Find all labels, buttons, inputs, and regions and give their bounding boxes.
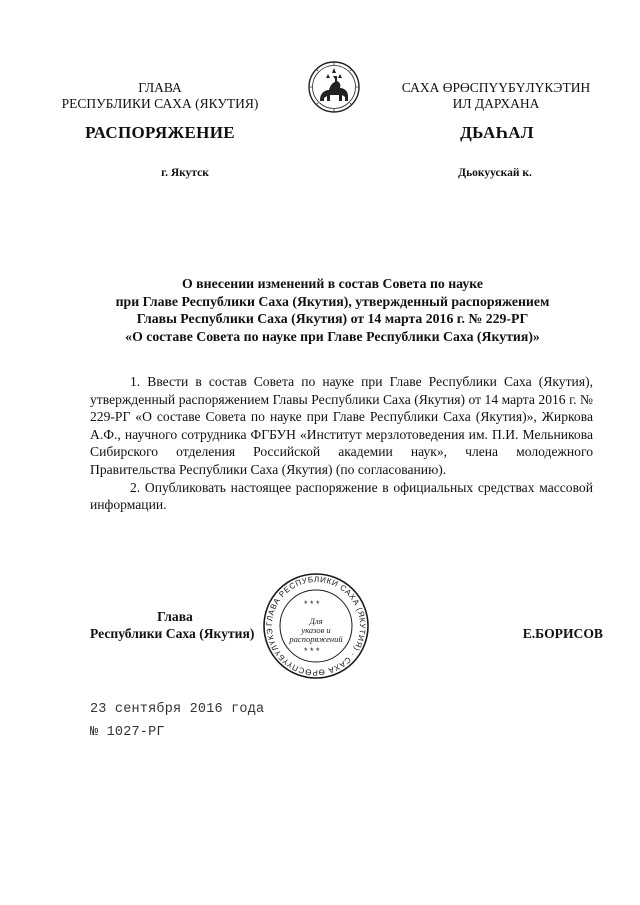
title-line2: при Главе Республики Саха (Якутия), утвержденный распоряжением	[115, 293, 550, 309]
document-body	[90, 373, 593, 514]
signature-position-line1: Глава	[157, 609, 193, 624]
header-left	[60, 80, 260, 112]
signature-position	[90, 608, 280, 642]
svg-text:* * *: * * *	[304, 646, 320, 656]
title-line1: О внесении изменений в состав Совета по науке	[181, 276, 484, 291]
signer-name: Е.БОРИСОВ	[522, 626, 603, 641]
title-line3: Главы Республики Саха (Якутия) от 14 марта 2016 г. № 229-РГ	[136, 311, 529, 326]
doc-type-left: РАСПОРЯЖЕНИЕ	[85, 123, 235, 142]
title-line4: «О составе Совета по науке при Главе Республики Саха (Якутия)»	[125, 328, 540, 344]
doc-type-right: ДЬАҺАЛ	[460, 123, 534, 142]
republic-emblem-icon	[304, 60, 364, 114]
stamp-center-line3: распоряжений	[289, 634, 343, 644]
document-title	[60, 275, 605, 345]
footer-date: 23 сентября 2016 года	[90, 702, 265, 717]
svg-text:* * *: * * *	[304, 599, 320, 609]
stamp-center-line1: Для	[309, 616, 323, 626]
footer-number: № 1027-РГ	[90, 725, 165, 740]
header-left-line2: РЕСПУБЛИКИ САХА (ЯКУТИЯ)	[61, 96, 259, 111]
city-left: г. Якутск	[161, 167, 209, 179]
signature-position-line2: Республики Саха (Якутия)	[90, 626, 255, 641]
stamp-outer-text: ГЛАВА РЕСПУБЛИКИ САХА (ЯКУТИЯ) · САХА ӨРӨСПҮҮБҮЛҮКЭ	[264, 574, 368, 678]
header-right	[380, 80, 612, 112]
body-paragraph-2: 2. Опубликовать настоящее распоряжение в официальных средствах массовой информации.	[90, 479, 593, 513]
stamp-center-line2: указов и	[301, 625, 331, 635]
body-paragraph-1: 1. Ввести в состав Совета по науке при Главе Республики Саха (Якутия), утвержденный распоряжением Главы Республики Саха (Якутия) от 14 марта 2016 г. № 229-РГ «О составе Совета по науке при Главе Республики Саха (Якутия)», Жиркова А.Ф., научного сотрудника ФГБУН «Институт мерзлотоведения им. П.И. Мельникова Сибирского отделения Российской академии наук», члена молодежного Правительства Республики Саха (Якутия) (по согласованию).	[90, 374, 593, 477]
header-right-line2: ИЛ ДАРХАНА	[452, 96, 540, 111]
official-stamp	[262, 572, 370, 680]
header-left-line1: ГЛАВА	[138, 80, 182, 95]
header-right-line1: САХА ӨРӨСПҮҮБҮЛҮКЭТИН	[401, 80, 591, 95]
city-right: Дьокуускай к.	[458, 167, 532, 179]
